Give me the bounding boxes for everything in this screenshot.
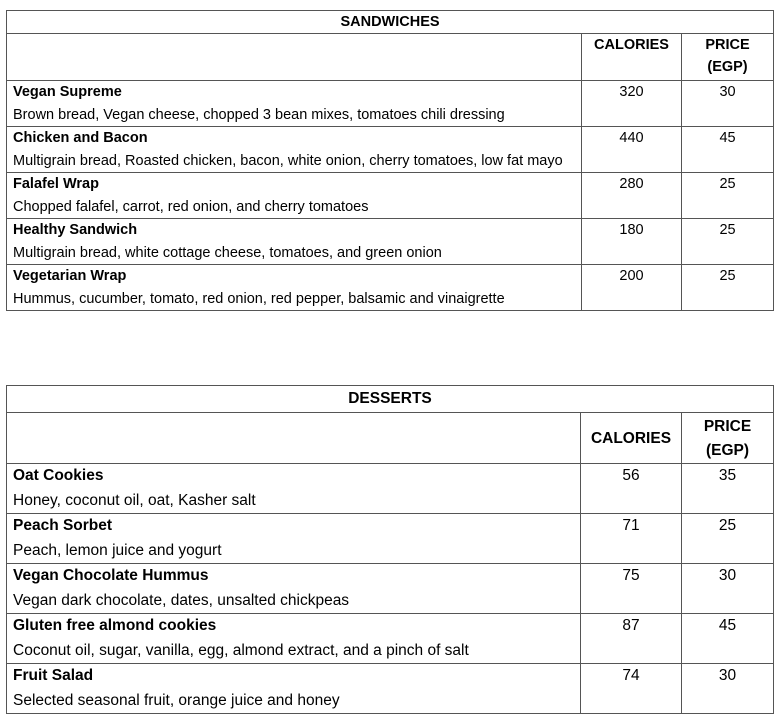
price-header <box>682 34 774 81</box>
price-header-line2: (EGP) <box>705 442 750 459</box>
menu-item-row <box>7 81 774 127</box>
menu-item-description: Vegan dark chocolate, dates, unsalted chickpeas <box>13 591 350 609</box>
menu-item-calories: 320 <box>582 81 682 127</box>
menu-item-description: Multigrain bread, white cottage cheese, tomatoes, and green onion <box>13 244 442 261</box>
menu-item-price: 25 <box>682 173 774 219</box>
price-header-line2: (EGP) <box>707 59 748 75</box>
menu-item-calories: 74 <box>581 664 682 714</box>
menu-item-calories: 75 <box>581 564 682 614</box>
menu-item-name: Vegan Supreme <box>13 84 122 100</box>
sandwiches-table <box>6 10 774 311</box>
menu-item-cell <box>7 81 582 127</box>
menu-item-calories: 440 <box>582 127 682 173</box>
menu-item-name: Gluten free almond cookies <box>13 617 217 634</box>
price-header-line1: PRICE <box>705 37 750 53</box>
menu-item-price: 25 <box>682 265 774 311</box>
menu-item-row <box>7 464 774 514</box>
menu-item-description: Selected seasonal fruit, orange juice and honey <box>13 691 340 709</box>
menu-item-price: 30 <box>682 81 774 127</box>
menu-item-row <box>7 173 774 219</box>
menu-item-row <box>7 564 774 614</box>
menu-item-price: 25 <box>682 514 774 564</box>
menu-item-name: Fruit Salad <box>13 667 94 684</box>
menu-item-description: Honey, coconut oil, oat, Kasher salt <box>13 491 256 509</box>
sandwiches-title: SANDWICHES <box>7 11 774 34</box>
menu-item-description: Peach, lemon juice and yogurt <box>13 541 222 559</box>
dessert-rows <box>7 464 774 714</box>
menu-item-row <box>7 265 774 311</box>
menu-item-calories: 280 <box>582 173 682 219</box>
menu-item-cell <box>7 664 581 714</box>
menu-item-calories: 56 <box>581 464 682 514</box>
price-header <box>682 413 774 464</box>
menu-item-row <box>7 664 774 714</box>
menu-item-description: Hummus, cucumber, tomato, red onion, red pepper, balsamic and vinaigrette <box>13 290 505 307</box>
menu-item-name: Falafel Wrap <box>13 176 99 192</box>
calories-header: CALORIES <box>581 413 682 464</box>
menu-item-name: Vegan Chocolate Hummus <box>13 567 209 584</box>
menu-item-cell <box>7 564 581 614</box>
menu-item-calories: 87 <box>581 614 682 664</box>
menu-item-description: Chopped falafel, carrot, red onion, and cherry tomatoes <box>13 198 369 215</box>
menu-item-price: 35 <box>682 464 774 514</box>
desserts-title: DESSERTS <box>7 386 774 413</box>
menu-item-price: 45 <box>682 127 774 173</box>
menu-item-row <box>7 514 774 564</box>
menu-item-calories: 71 <box>581 514 682 564</box>
menu-item-calories: 180 <box>582 219 682 265</box>
menu-item-description: Coconut oil, sugar, vanilla, egg, almond extract, and a pinch of salt <box>13 641 469 659</box>
menu-item-cell <box>7 127 582 173</box>
menu-item-cell <box>7 265 582 311</box>
header-item-cell <box>7 413 581 464</box>
menu-item-price: 25 <box>682 219 774 265</box>
price-header-line1: PRICE <box>703 418 752 435</box>
calories-header: CALORIES <box>582 34 682 81</box>
menu-item-cell <box>7 219 582 265</box>
menu-item-name: Vegetarian Wrap <box>13 268 127 284</box>
menu-item-cell <box>7 173 582 219</box>
menu-item-cell <box>7 514 581 564</box>
menu-item-price: 45 <box>682 614 774 664</box>
menu-item-description: Brown bread, Vegan cheese, chopped 3 bean mixes, tomatoes chili dressing <box>13 106 505 123</box>
menu-item-price: 30 <box>682 664 774 714</box>
menu-item-description: Multigrain bread, Roasted chicken, bacon, white onion, cherry tomatoes, low fat mayo <box>13 152 563 169</box>
menu-item-name: Oat Cookies <box>13 467 104 484</box>
menu-item-price: 30 <box>682 564 774 614</box>
menu-item-cell <box>7 464 581 514</box>
menu-item-row <box>7 614 774 664</box>
menu-item-row <box>7 219 774 265</box>
menu-item-cell <box>7 614 581 664</box>
menu-item-row <box>7 127 774 173</box>
menu-item-name: Healthy Sandwich <box>13 222 138 238</box>
sandwich-rows <box>7 81 774 311</box>
menu-item-calories: 200 <box>582 265 682 311</box>
desserts-table <box>6 385 774 714</box>
menu-item-name: Chicken and Bacon <box>13 130 148 146</box>
menu-item-name: Peach Sorbet <box>13 517 113 534</box>
header-item-cell <box>7 34 582 81</box>
